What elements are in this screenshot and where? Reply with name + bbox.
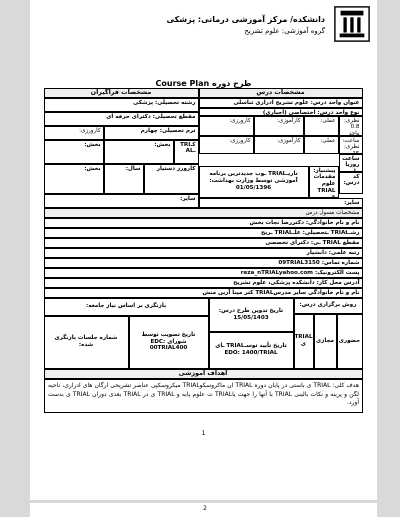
theory-hours: ساعت: نظری: 15 [339, 136, 363, 154]
year-cell: سال: [104, 164, 144, 194]
lab-units: کارآموزی: [254, 116, 304, 136]
internship-units: کارورزی: [199, 116, 254, 136]
overall-goal-text: هدف کلی: TRIAL ی باستی در پایان دوره TRIAL ان ماکروسکوTRIAL میکروسکپی عناصر تشریحی ارگان های ادراری، ناحیه لگن و پرینه و نکات بالینی TRIAL با آنها را جهت یاTRIAL ت علوم پایه و TRIAL ی در TRIAL بعدی دوران TRIAL ی بدست آورد. [44, 379, 363, 413]
course-spec-header: مشخصات درس [199, 88, 363, 98]
responsible-email: پست الکترونیک: reza_nTRIALyahoo.com [44, 268, 363, 278]
intern-hours: کارورزی: [199, 136, 254, 154]
work-address: آدرس محل کار: دانشکده پزشکی، علوم تشریح [44, 278, 363, 288]
department-line: گروه آموزشی: علوم تشریح [244, 27, 325, 35]
responsible-degree: مقطع TRIAL ـی: دکترای تخصصی [44, 238, 363, 248]
page-header [167, 15, 325, 35]
learners-spec-header: مشخصات فراگیران [44, 88, 199, 98]
resident-cell: کارورز دستیار [144, 164, 199, 194]
course-code-cell: کد درس: [339, 172, 363, 194]
next-page [30, 503, 377, 517]
edu-goals-header: اهداف آموزشی [44, 369, 363, 379]
next-page-number: 2 [203, 505, 207, 512]
attend-option: حضوری [337, 314, 363, 369]
practical-hours: عملی: [304, 136, 339, 154]
virtual-option: مجازی [314, 314, 337, 369]
section-cell-1: بخش: [104, 140, 174, 164]
lab-hours: کارآموزی: [254, 136, 304, 154]
responsible-phone: شماره تماس: 09TRIAL3150 [44, 258, 363, 268]
level-cell: مقطع تحصیلی: دکترای حرفه ای [44, 112, 199, 126]
design-date: تاریخ تدوین طرح درس: 15/05/1403 [209, 298, 294, 332]
section-cell-2: بخش: [44, 140, 104, 164]
trial-option: TRIAL ی [294, 314, 314, 369]
other-cell: سایر: [199, 198, 363, 208]
unit-type-cell: نوع واحد درس: اختصاصی (اجباری) [199, 108, 363, 116]
course-title-cell: عنوان واحد درس: علوم تشریح ادراری تناسلی [199, 98, 363, 108]
program-cell: تاریـTRIAL ـوب جدیدترین برنامه آموزشی توسط وزارت بهداشت: 01/05/1396 [199, 166, 309, 198]
page-number: 1 [201, 430, 206, 437]
semester-cell: ترم تحصیلی: چهارم [104, 126, 199, 140]
revise-label: بازنگری بر اساس نیاز جامعه: [44, 298, 209, 316]
course-plan-table [44, 88, 363, 393]
faculty-line: دانشکده/ مرکز آموزشی درمانی: پزشکی [166, 15, 325, 24]
other-teachers: نام و نام خانوادگی سایر مدرسTRIAL کتر مینا آرین منش [44, 288, 363, 298]
university-logo [333, 5, 371, 43]
responsible-field: رشـTRIAL ـتحصیلی: علـTRIAL ـریح [44, 228, 363, 238]
other-cell-2: سایر: [44, 194, 199, 208]
responsible-spec-header: مشخصات مسول درس [44, 208, 363, 218]
practical-units: عملی: [304, 116, 339, 136]
ka-cell: کـTRI ـAL [174, 140, 199, 164]
edc-approve-date: تاریخ تصویب توسط شورای EDC: 00TRIAL400 [129, 316, 209, 369]
method-label: روش برگزاری درس: [294, 298, 363, 314]
page-title: طرح دوره Course Plan [155, 79, 252, 88]
bakhsh-cell: بخش: [44, 164, 104, 194]
theory-units: نظری: 0.8 واحد [339, 116, 363, 136]
responsible-name: نام و نام خانوادگی: دکتررضا نجات بخش [44, 218, 363, 228]
document-page [30, 0, 377, 500]
revised-sessions: شماره جلسات بازنگری شده: [44, 316, 129, 369]
internship-units-2: کارورزی: [44, 126, 104, 140]
prereq-cell: پیشنیاز: مقدمات علوم TRIAL ح [309, 166, 339, 198]
approve-date: تاریخ تأیید توسـTRIAL ـای EDO: 1400/TRIAL [209, 332, 294, 369]
days-cell: ساعت روزیا ماه [339, 154, 363, 172]
field-cell: رشته تحصیلی: پزشکی [44, 98, 199, 112]
responsible-rank: رتبه علمی: دانشیار [44, 248, 363, 258]
